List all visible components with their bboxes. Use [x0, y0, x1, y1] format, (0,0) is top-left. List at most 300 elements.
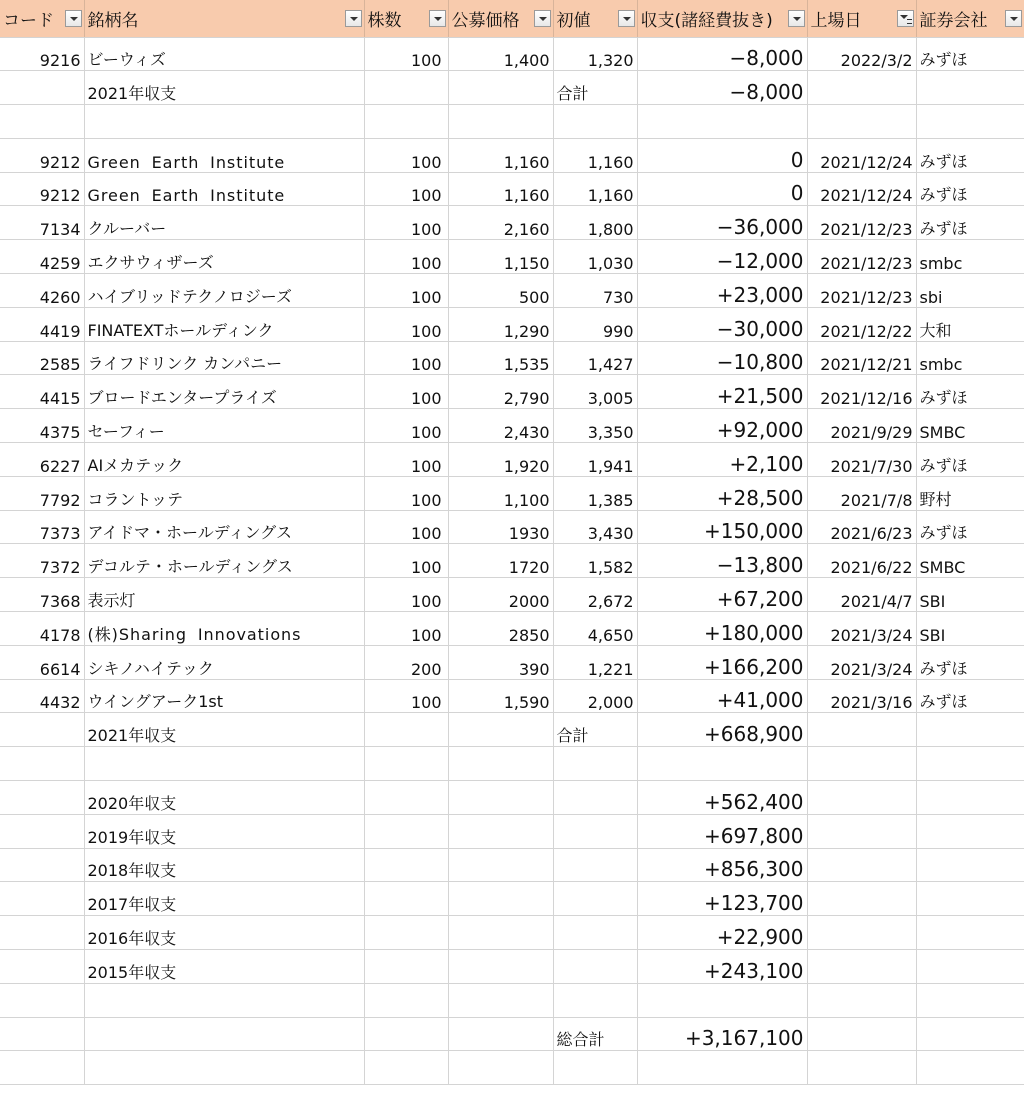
cell-ipo-price[interactable]: 2000 — [448, 578, 553, 612]
cell-name[interactable] — [84, 1051, 364, 1085]
cell-ipo-price[interactable] — [448, 814, 553, 848]
cell-open-price[interactable]: 1,160 — [553, 138, 637, 172]
cell-ipo-price[interactable] — [448, 1017, 553, 1051]
cell-profit-loss[interactable]: +562,400 — [637, 781, 807, 815]
cell-open-price[interactable] — [553, 781, 637, 815]
cell-code[interactable] — [0, 950, 84, 984]
cell-broker[interactable] — [916, 781, 1024, 815]
table-row — [0, 544, 1024, 578]
cell-open-price[interactable] — [553, 916, 637, 950]
cell-shares[interactable]: 100 — [364, 172, 448, 206]
cell-shares[interactable] — [364, 814, 448, 848]
cell-broker[interactable]: みずほ — [916, 206, 1024, 240]
cell-code[interactable]: 7792 — [0, 476, 84, 510]
cell-broker[interactable]: smbc — [916, 240, 1024, 274]
cell-code[interactable] — [0, 713, 84, 747]
cell-listing-date[interactable] — [807, 1017, 916, 1051]
cell-shares[interactable] — [364, 983, 448, 1017]
dropdown-arrow-icon[interactable] — [345, 10, 362, 27]
cell-code[interactable]: 6227 — [0, 443, 84, 477]
table-row — [0, 950, 1024, 984]
cell-profit-loss[interactable]: +41,000 — [637, 679, 807, 713]
cell-broker[interactable]: みずほ — [916, 679, 1024, 713]
cell-code[interactable]: 7372 — [0, 544, 84, 578]
cell-name[interactable]: コラントッテ — [84, 476, 364, 510]
cell-broker[interactable] — [916, 713, 1024, 747]
table-row — [0, 443, 1024, 477]
cell-profit-loss[interactable]: +856,300 — [637, 848, 807, 882]
table-row — [0, 37, 1024, 71]
cell-open-price[interactable]: 1,320 — [553, 37, 637, 71]
cell-ipo-price[interactable]: 1,100 — [448, 476, 553, 510]
table-row — [0, 341, 1024, 375]
header-label: 上場日 — [810, 10, 862, 31]
cell-broker[interactable] — [916, 1051, 1024, 1085]
cell-open-price[interactable]: 合計 — [553, 713, 637, 747]
filter-active-icon[interactable] — [897, 10, 914, 27]
cell-name[interactable]: デコルテ・ホールディングス — [84, 544, 364, 578]
cell-listing-date[interactable]: 2021/6/22 — [807, 544, 916, 578]
cell-profit-loss[interactable]: +92,000 — [637, 409, 807, 443]
cell-name[interactable]: エクサウィザーズ — [84, 240, 364, 274]
header-cell-ipo-price[interactable] — [448, 0, 553, 37]
cell-shares[interactable] — [364, 747, 448, 781]
cell-broker[interactable]: 野村 — [916, 476, 1024, 510]
cell-open-price[interactable]: 1,160 — [553, 172, 637, 206]
table-row — [0, 612, 1024, 646]
cell-code[interactable]: 4419 — [0, 307, 84, 341]
cell-name[interactable]: 2021年収支 — [84, 71, 364, 105]
table-row — [0, 71, 1024, 105]
cell-profit-loss[interactable] — [637, 1051, 807, 1085]
cell-code[interactable]: 7368 — [0, 578, 84, 612]
cell-broker[interactable]: みずほ — [916, 375, 1024, 409]
cell-code[interactable] — [0, 781, 84, 815]
cell-profit-loss[interactable]: −12,000 — [637, 240, 807, 274]
dropdown-arrow-icon[interactable] — [788, 10, 805, 27]
cell-name[interactable]: シキノハイテック — [84, 645, 364, 679]
cell-broker[interactable] — [916, 747, 1024, 781]
table-row — [0, 409, 1024, 443]
cell-open-price[interactable]: 4,650 — [553, 612, 637, 646]
cell-ipo-price[interactable] — [448, 781, 553, 815]
cell-profit-loss[interactable]: +243,100 — [637, 950, 807, 984]
cell-broker[interactable] — [916, 983, 1024, 1017]
cell-open-price[interactable] — [553, 747, 637, 781]
cell-code[interactable]: 7134 — [0, 206, 84, 240]
cell-listing-date[interactable]: 2021/12/21 — [807, 341, 916, 375]
cell-shares[interactable]: 100 — [364, 443, 448, 477]
cell-listing-date[interactable] — [807, 950, 916, 984]
cell-broker[interactable] — [916, 71, 1024, 105]
cell-shares[interactable]: 100 — [364, 274, 448, 308]
cell-listing-date[interactable] — [807, 1051, 916, 1085]
table-row — [0, 916, 1024, 950]
cell-name[interactable]: アイドマ・ホールディングス — [84, 510, 364, 544]
cell-name[interactable]: ウイングアーク1st — [84, 679, 364, 713]
cell-open-price[interactable]: 1,427 — [553, 341, 637, 375]
cell-broker[interactable] — [916, 882, 1024, 916]
cell-listing-date[interactable] — [807, 882, 916, 916]
cell-profit-loss[interactable]: +28,500 — [637, 476, 807, 510]
cell-listing-date[interactable] — [807, 781, 916, 815]
cell-profit-loss[interactable]: +668,900 — [637, 713, 807, 747]
cell-name[interactable]: 2016年収支 — [84, 916, 364, 950]
cell-code[interactable]: 9212 — [0, 138, 84, 172]
cell-code[interactable]: 4375 — [0, 409, 84, 443]
cell-listing-date[interactable] — [807, 814, 916, 848]
cell-ipo-price[interactable] — [448, 747, 553, 781]
cell-code[interactable] — [0, 983, 84, 1017]
cell-listing-date[interactable]: 2021/4/7 — [807, 578, 916, 612]
cell-shares[interactable]: 100 — [364, 206, 448, 240]
cell-name[interactable] — [84, 105, 364, 139]
table-row — [0, 1051, 1024, 1085]
cell-shares[interactable] — [364, 781, 448, 815]
cell-listing-date[interactable]: 2021/3/24 — [807, 612, 916, 646]
cell-profit-loss[interactable]: +67,200 — [637, 578, 807, 612]
cell-shares[interactable] — [364, 848, 448, 882]
cell-shares[interactable] — [364, 105, 448, 139]
cell-ipo-price[interactable]: 500 — [448, 274, 553, 308]
cell-open-price[interactable] — [553, 882, 637, 916]
cell-code[interactable]: 9216 — [0, 37, 84, 71]
cell-broker[interactable]: SBI — [916, 612, 1024, 646]
cell-name[interactable]: ハイブリッドテクノロジーズ — [84, 274, 364, 308]
cell-broker[interactable] — [916, 916, 1024, 950]
cell-broker[interactable]: みずほ — [916, 510, 1024, 544]
cell-listing-date[interactable] — [807, 848, 916, 882]
cell-listing-date[interactable]: 2021/3/24 — [807, 645, 916, 679]
cell-profit-loss[interactable]: +166,200 — [637, 645, 807, 679]
cell-profit-loss[interactable]: −8,000 — [637, 37, 807, 71]
cell-profit-loss[interactable]: +22,900 — [637, 916, 807, 950]
cell-profit-loss[interactable]: −30,000 — [637, 307, 807, 341]
header-row — [0, 0, 1024, 37]
cell-shares[interactable]: 100 — [364, 409, 448, 443]
cell-open-price[interactable]: 1,221 — [553, 645, 637, 679]
cell-profit-loss[interactable] — [637, 983, 807, 1017]
cell-listing-date[interactable]: 2021/7/8 — [807, 476, 916, 510]
cell-shares[interactable]: 100 — [364, 375, 448, 409]
cell-shares[interactable] — [364, 950, 448, 984]
cell-listing-date[interactable] — [807, 713, 916, 747]
header-label: 収支(諸経費抜き) — [640, 10, 773, 31]
cell-name[interactable]: 表示灯 — [84, 578, 364, 612]
cell-code[interactable] — [0, 1017, 84, 1051]
cell-ipo-price[interactable]: 390 — [448, 645, 553, 679]
cell-broker[interactable] — [916, 848, 1024, 882]
cell-listing-date[interactable]: 2021/3/16 — [807, 679, 916, 713]
cell-ipo-price[interactable]: 1,160 — [448, 172, 553, 206]
cell-open-price[interactable] — [553, 950, 637, 984]
table-row — [0, 679, 1024, 713]
cell-open-price[interactable]: 2,672 — [553, 578, 637, 612]
cell-code[interactable]: 7373 — [0, 510, 84, 544]
cell-listing-date[interactable] — [807, 71, 916, 105]
cell-name[interactable]: ライフドリンク カンパニー — [84, 341, 364, 375]
cell-broker[interactable]: SMBC — [916, 409, 1024, 443]
cell-code[interactable] — [0, 882, 84, 916]
cell-code[interactable] — [0, 105, 84, 139]
cell-shares[interactable]: 200 — [364, 645, 448, 679]
cell-code[interactable] — [0, 916, 84, 950]
header-label: 銘柄名 — [87, 10, 139, 31]
cell-ipo-price[interactable] — [448, 950, 553, 984]
cell-profit-loss[interactable]: +123,700 — [637, 882, 807, 916]
header-cell-code[interactable] — [0, 0, 84, 37]
cell-broker[interactable]: みずほ — [916, 443, 1024, 477]
cell-shares[interactable]: 100 — [364, 138, 448, 172]
cell-listing-date[interactable]: 2021/12/24 — [807, 138, 916, 172]
cell-ipo-price[interactable]: 2,430 — [448, 409, 553, 443]
cell-ipo-price[interactable] — [448, 848, 553, 882]
dropdown-arrow-icon[interactable] — [65, 10, 82, 27]
dropdown-arrow-icon[interactable] — [1005, 10, 1022, 27]
cell-ipo-price[interactable]: 1,150 — [448, 240, 553, 274]
cell-listing-date[interactable]: 2021/12/16 — [807, 375, 916, 409]
cell-shares[interactable]: 100 — [364, 679, 448, 713]
cell-code[interactable]: 9212 — [0, 172, 84, 206]
cell-code[interactable]: 4415 — [0, 375, 84, 409]
cell-name[interactable]: ブロードエンタープライズ — [84, 375, 364, 409]
dropdown-arrow-icon[interactable] — [618, 10, 635, 27]
cell-name[interactable]: Green Earth Institute — [84, 138, 364, 172]
table-row — [0, 510, 1024, 544]
cell-shares[interactable]: 100 — [364, 510, 448, 544]
header-cell-profit-loss[interactable] — [637, 0, 807, 37]
dropdown-arrow-icon[interactable] — [429, 10, 446, 27]
table-row — [0, 747, 1024, 781]
cell-profit-loss[interactable]: +150,000 — [637, 510, 807, 544]
cell-name[interactable]: セーフィー — [84, 409, 364, 443]
cell-profit-loss[interactable]: 0 — [637, 172, 807, 206]
cell-broker[interactable] — [916, 950, 1024, 984]
header-label: 公募価格 — [451, 10, 520, 31]
cell-name[interactable]: ビーウィズ — [84, 37, 364, 71]
cell-broker[interactable]: sbi — [916, 274, 1024, 308]
cell-shares[interactable]: 100 — [364, 37, 448, 71]
cell-code[interactable]: 4432 — [0, 679, 84, 713]
cell-name[interactable]: 2015年収支 — [84, 950, 364, 984]
cell-broker[interactable] — [916, 1017, 1024, 1051]
cell-open-price[interactable]: 2,000 — [553, 679, 637, 713]
cell-broker[interactable]: SMBC — [916, 544, 1024, 578]
cell-profit-loss[interactable]: +2,100 — [637, 443, 807, 477]
table-row — [0, 781, 1024, 815]
header-cell-shares[interactable] — [364, 0, 448, 37]
cell-shares[interactable] — [364, 1051, 448, 1085]
cell-name[interactable]: クルーバー — [84, 206, 364, 240]
cell-name[interactable]: 2021年収支 — [84, 713, 364, 747]
header-cell-listing-date[interactable] — [807, 0, 916, 37]
header-label: 株数 — [367, 10, 402, 31]
cell-ipo-price[interactable]: 1,590 — [448, 679, 553, 713]
cell-ipo-price[interactable] — [448, 916, 553, 950]
table-row — [0, 172, 1024, 206]
cell-name[interactable]: FINATEXTホールディンク — [84, 307, 364, 341]
cell-listing-date[interactable] — [807, 747, 916, 781]
cell-shares[interactable]: 100 — [364, 578, 448, 612]
cell-open-price[interactable]: 1,582 — [553, 544, 637, 578]
cell-listing-date[interactable]: 2021/12/22 — [807, 307, 916, 341]
cell-shares[interactable]: 100 — [364, 240, 448, 274]
cell-name[interactable]: 2019年収支 — [84, 814, 364, 848]
cell-broker[interactable]: みずほ — [916, 172, 1024, 206]
cell-listing-date[interactable]: 2021/12/23 — [807, 240, 916, 274]
cell-open-price[interactable] — [553, 1051, 637, 1085]
cell-shares[interactable] — [364, 1017, 448, 1051]
cell-open-price[interactable]: 総合計 — [553, 1017, 637, 1051]
table-row — [0, 848, 1024, 882]
table-row — [0, 814, 1024, 848]
cell-shares[interactable] — [364, 713, 448, 747]
cell-name[interactable]: AIメカテック — [84, 443, 364, 477]
table-row — [0, 882, 1024, 916]
table-row — [0, 105, 1024, 139]
cell-shares[interactable] — [364, 71, 448, 105]
cell-listing-date[interactable]: 2021/12/23 — [807, 274, 916, 308]
cell-open-price[interactable]: 3,005 — [553, 375, 637, 409]
cell-code[interactable] — [0, 814, 84, 848]
cell-listing-date[interactable]: 2021/7/30 — [807, 443, 916, 477]
cell-shares[interactable]: 100 — [364, 307, 448, 341]
cell-profit-loss[interactable]: +180,000 — [637, 612, 807, 646]
cell-open-price[interactable]: 1,800 — [553, 206, 637, 240]
cell-open-price[interactable] — [553, 983, 637, 1017]
cell-ipo-price[interactable]: 1,160 — [448, 138, 553, 172]
cell-broker[interactable] — [916, 814, 1024, 848]
cell-shares[interactable]: 100 — [364, 476, 448, 510]
cell-open-price[interactable]: 1,385 — [553, 476, 637, 510]
dropdown-arrow-icon[interactable] — [534, 10, 551, 27]
cell-shares[interactable]: 100 — [364, 544, 448, 578]
table-row — [0, 983, 1024, 1017]
header-label: コード — [3, 10, 54, 31]
cell-name[interactable] — [84, 1017, 364, 1051]
cell-ipo-price[interactable] — [448, 983, 553, 1017]
cell-profit-loss[interactable]: +23,000 — [637, 274, 807, 308]
cell-shares[interactable] — [364, 916, 448, 950]
cell-profit-loss[interactable] — [637, 747, 807, 781]
table-row — [0, 206, 1024, 240]
cell-listing-date[interactable]: 2021/6/23 — [807, 510, 916, 544]
cell-listing-date[interactable] — [807, 105, 916, 139]
cell-name[interactable]: 2020年収支 — [84, 781, 364, 815]
cell-ipo-price[interactable]: 1,920 — [448, 443, 553, 477]
header-cell-broker[interactable] — [916, 0, 1024, 37]
cell-name[interactable]: Green Earth Institute — [84, 172, 364, 206]
cell-code[interactable]: 4178 — [0, 612, 84, 646]
cell-broker[interactable]: みずほ — [916, 37, 1024, 71]
cell-open-price[interactable]: 1,941 — [553, 443, 637, 477]
cell-name[interactable]: 2018年収支 — [84, 848, 364, 882]
cell-listing-date[interactable] — [807, 983, 916, 1017]
cell-profit-loss[interactable] — [637, 105, 807, 139]
cell-ipo-price[interactable] — [448, 1051, 553, 1085]
table-row — [0, 240, 1024, 274]
cell-open-price[interactable]: 合計 — [553, 71, 637, 105]
header-label: 証券会社 — [919, 10, 988, 31]
cell-profit-loss[interactable]: −8,000 — [637, 71, 807, 105]
cell-open-price[interactable]: 990 — [553, 307, 637, 341]
cell-ipo-price[interactable]: 2,160 — [448, 206, 553, 240]
table-row — [0, 476, 1024, 510]
cell-code[interactable] — [0, 848, 84, 882]
cell-profit-loss[interactable]: +697,800 — [637, 814, 807, 848]
cell-code[interactable]: 2585 — [0, 341, 84, 375]
cell-listing-date[interactable]: 2021/9/29 — [807, 409, 916, 443]
cell-listing-date[interactable] — [807, 916, 916, 950]
cell-ipo-price[interactable] — [448, 882, 553, 916]
header-cell-name[interactable] — [84, 0, 364, 37]
cell-broker[interactable]: smbc — [916, 341, 1024, 375]
cell-ipo-price[interactable] — [448, 713, 553, 747]
cell-ipo-price[interactable]: 1720 — [448, 544, 553, 578]
table-row — [0, 274, 1024, 308]
cell-broker[interactable]: SBI — [916, 578, 1024, 612]
cell-open-price[interactable]: 1,030 — [553, 240, 637, 274]
cell-ipo-price[interactable] — [448, 71, 553, 105]
cell-listing-date[interactable]: 2021/12/23 — [807, 206, 916, 240]
cell-broker[interactable]: みずほ — [916, 645, 1024, 679]
table-row — [0, 1017, 1024, 1051]
header-cell-open-price[interactable] — [553, 0, 637, 37]
cell-listing-date[interactable]: 2021/12/24 — [807, 172, 916, 206]
cell-open-price[interactable] — [553, 105, 637, 139]
cell-code[interactable]: 4259 — [0, 240, 84, 274]
cell-broker[interactable] — [916, 105, 1024, 139]
cell-code[interactable] — [0, 1051, 84, 1085]
cell-profit-loss[interactable]: +21,500 — [637, 375, 807, 409]
cell-code[interactable]: 4260 — [0, 274, 84, 308]
cell-ipo-price[interactable]: 1,535 — [448, 341, 553, 375]
cell-broker[interactable]: 大和 — [916, 307, 1024, 341]
table-row — [0, 375, 1024, 409]
cell-ipo-price[interactable]: 1,400 — [448, 37, 553, 71]
cell-open-price[interactable]: 3,350 — [553, 409, 637, 443]
cell-ipo-price[interactable]: 1,290 — [448, 307, 553, 341]
cell-shares[interactable] — [364, 882, 448, 916]
cell-ipo-price[interactable]: 2850 — [448, 612, 553, 646]
cell-name[interactable]: 2017年収支 — [84, 882, 364, 916]
cell-shares[interactable]: 100 — [364, 341, 448, 375]
cell-ipo-price[interactable]: 1930 — [448, 510, 553, 544]
cell-profit-loss[interactable]: −36,000 — [637, 206, 807, 240]
cell-open-price[interactable]: 730 — [553, 274, 637, 308]
cell-profit-loss[interactable]: 0 — [637, 138, 807, 172]
cell-name[interactable] — [84, 747, 364, 781]
cell-code[interactable]: 6614 — [0, 645, 84, 679]
cell-open-price[interactable] — [553, 848, 637, 882]
cell-code[interactable] — [0, 71, 84, 105]
table-row — [0, 713, 1024, 747]
cell-profit-loss[interactable]: −10,800 — [637, 341, 807, 375]
cell-open-price[interactable] — [553, 814, 637, 848]
cell-broker[interactable]: みずほ — [916, 138, 1024, 172]
cell-listing-date[interactable]: 2022/3/2 — [807, 37, 916, 71]
table-row — [0, 307, 1024, 341]
cell-name[interactable] — [84, 983, 364, 1017]
cell-name[interactable]: (株)Sharing Innovations — [84, 612, 364, 646]
cell-ipo-price[interactable]: 2,790 — [448, 375, 553, 409]
cell-shares[interactable]: 100 — [364, 612, 448, 646]
cell-open-price[interactable]: 3,430 — [553, 510, 637, 544]
cell-profit-loss[interactable]: −13,800 — [637, 544, 807, 578]
cell-profit-loss[interactable]: +3,167,100 — [637, 1017, 807, 1051]
cell-ipo-price[interactable] — [448, 105, 553, 139]
cell-code[interactable] — [0, 747, 84, 781]
